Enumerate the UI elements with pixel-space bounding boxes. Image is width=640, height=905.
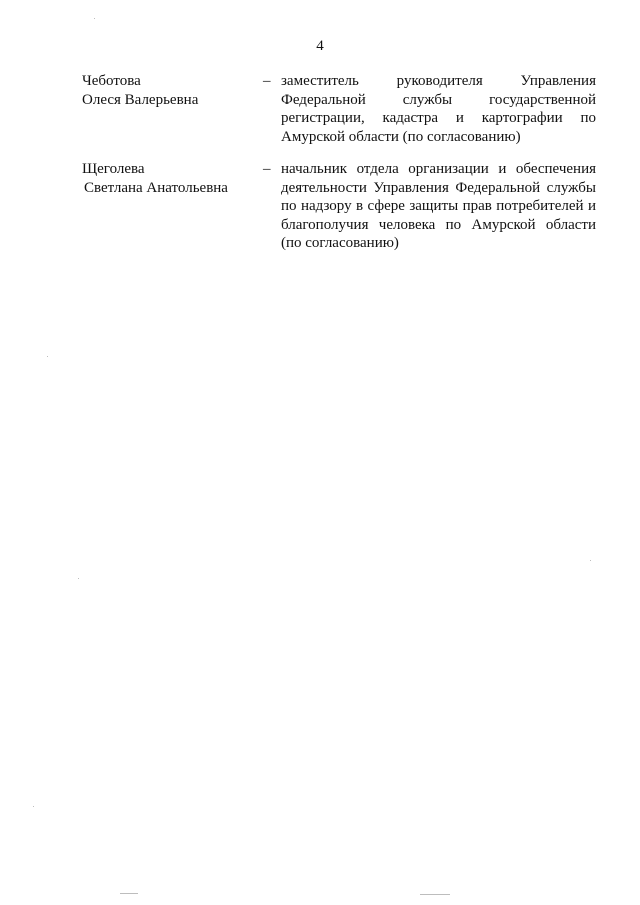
scan-speck: [590, 560, 591, 561]
position-line: регистрации, кадастра и картографии по: [281, 110, 596, 126]
page-number: 4: [316, 38, 324, 54]
position-line: деятельности Управления Федеральной службы: [281, 179, 596, 196]
position-line: заместитель руководителя Управления: [281, 73, 596, 89]
member-name: [82, 72, 262, 109]
member-given-names: Светлана Анатольевна: [84, 179, 228, 196]
position-line: благополучия человека по Амурской области: [281, 216, 596, 233]
scan-speck: [120, 893, 138, 894]
position-line: Федеральной службы государственной: [281, 91, 596, 108]
scan-speck: [78, 578, 79, 579]
member-given-names: Олеся Валерьевна: [82, 91, 199, 108]
position-line: Амурской области (по согласованию): [281, 128, 521, 145]
position-line: (по согласованию): [281, 235, 399, 251]
scan-speck: [47, 356, 48, 357]
entry-dash: –: [263, 161, 271, 177]
member-surname: Щеголева: [82, 161, 145, 177]
entry-dash: –: [263, 73, 271, 89]
scan-speck: [33, 806, 34, 807]
position-line: начальник отдела организации и обеспечения: [281, 161, 596, 177]
member-position: [281, 160, 596, 253]
member-position: [281, 72, 596, 146]
scan-speck: [420, 894, 450, 895]
member-surname: Чеботова: [82, 73, 141, 89]
scan-speck: [94, 18, 95, 19]
member-name: [82, 160, 262, 197]
position-line: по надзору в сфере защиты прав потребителей и: [281, 198, 596, 214]
